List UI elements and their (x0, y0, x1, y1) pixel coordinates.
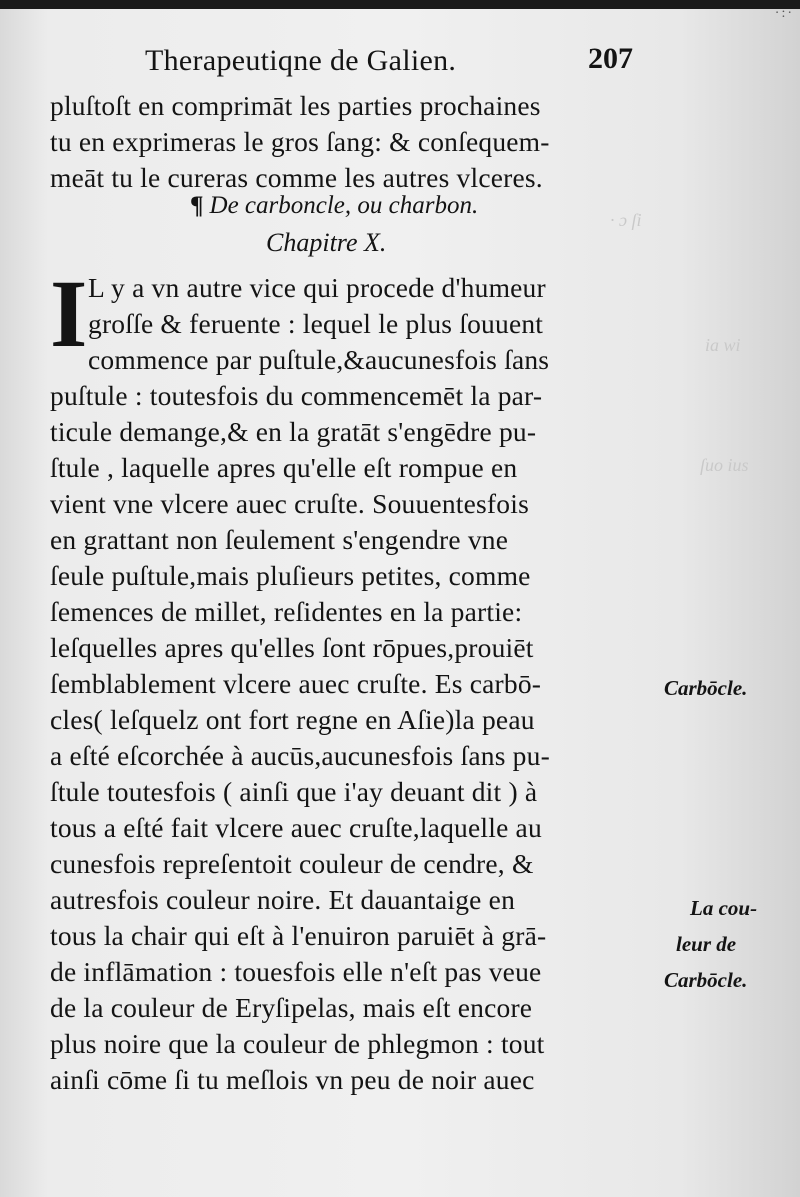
running-title: Therapeutiqne de Galien. (145, 44, 457, 77)
drop-cap: I (50, 260, 88, 367)
section-title (190, 192, 478, 220)
text-line: tous la chair qui eſt à l'enuiron paruiēt à grā- (50, 920, 547, 951)
margin-note-couleur-line3: Carbōcle. (664, 968, 748, 992)
margin-note-couleur-line2: leur de (676, 932, 737, 956)
text-line: ainſi cōme ſi tu meſlois vn peu de noir auec (50, 1064, 535, 1095)
margin-note-couleur-line1: La cou- (690, 896, 758, 920)
text-line: leſquelles apres qu'elles ſont rōpues,prouiēt (50, 632, 534, 663)
show-through: · ɔ ſi (610, 210, 642, 230)
text-line: groſſe & feruente : lequel le plus ſouuent (88, 308, 544, 339)
text-line: en grattant non ſeulement s'engendre vne (50, 524, 509, 555)
text-line: cles( leſquelz ont fort regne en Aſie)la peau (50, 704, 535, 735)
show-through: ſuo ius (700, 455, 749, 475)
text-line: ticule demange,& en la gratāt s'engēdre pu- (50, 416, 537, 447)
chapter-title: Chapitre X. (266, 228, 387, 257)
text-line: ſemblablement vlcere auec cruſte. Es carbō- (50, 668, 542, 699)
text-line: plus noire que la couleur de phlegmon : tout (50, 1028, 545, 1059)
text-line: puſtule : toutesfois du commencemēt la par- (50, 380, 543, 411)
text-line: ſeule puſtule,mais pluſieurs petites, comme (50, 560, 531, 591)
margin-note-carbocle: Carbōcle. (664, 676, 748, 700)
text-line: ſtule , laquelle apres qu'elle eſt rompue en (50, 452, 518, 483)
text-line: commence par puſtule,&aucunesfois ſans (88, 344, 550, 375)
show-through: ia wi (705, 335, 741, 355)
pilcrow-mark: ¶ (190, 192, 204, 219)
text-line: ſtule toutesfois ( ainſi que i'ay deuant dit ) à (50, 776, 538, 807)
scan-edge (0, 0, 800, 9)
page-number: 207 (588, 42, 633, 75)
text-line: de la couleur de Eryſipelas, mais eſt encore (50, 992, 533, 1023)
text-line: cunesfois repreſentoit couleur de cendre, & (50, 848, 534, 879)
text-line: de inflāmation : touesfois elle n'eſt pas veue (50, 956, 542, 987)
text-line: ſemences de millet, reſidentes en la partie: (50, 596, 523, 627)
text-line: autresfois couleur noire. Et dauantaige en (50, 884, 516, 915)
section-title-text: De carboncle, ou charbon. (209, 192, 479, 219)
text-line: meāt tu le cureras comme les autres vlceres. (50, 162, 543, 193)
scan-speckles: ·:· (774, 6, 794, 21)
text-line: pluſtoſt en comprimāt les parties prochaines (50, 90, 541, 121)
text-line: vient vne vlcere auec cruſte. Souuentesfois (50, 488, 529, 519)
text-line: tous a eſté fait vlcere auec cruſte,laquelle au (50, 812, 542, 843)
text-line: a eſté eſcorchée à aucūs,aucunesfois ſans pu- (50, 740, 550, 771)
text-line: L y a vn autre vice qui procede d'humeur (88, 272, 546, 303)
text-line: tu en exprimeras le gros ſang: & conſequem- (50, 126, 550, 157)
